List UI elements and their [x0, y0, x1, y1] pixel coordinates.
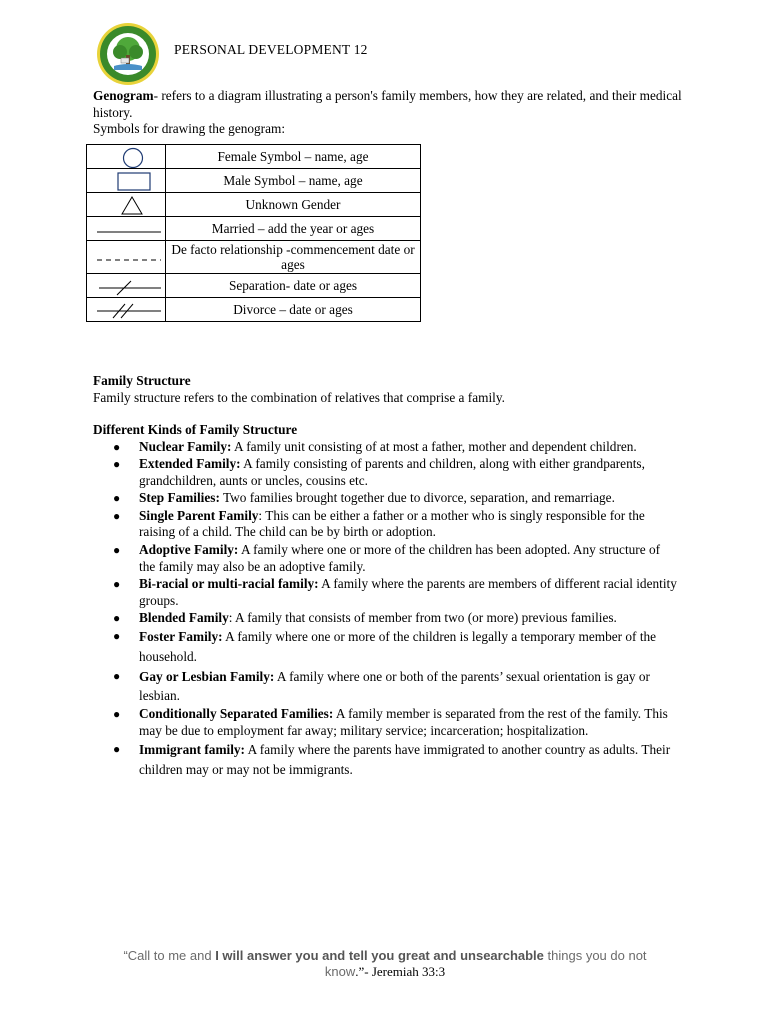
list-item — [93, 667, 678, 706]
table-row — [87, 217, 421, 241]
genogram-definition — [93, 88, 683, 121]
item-term: Adoptive Family: — [139, 541, 239, 557]
quote-reference: .”- Jeremiah 33:3 — [355, 964, 446, 979]
item-term: Blended Family — [139, 609, 229, 625]
list-item — [93, 542, 678, 576]
item-term: Extended Family: — [139, 456, 241, 472]
symbol-label: De facto relationship -commencement date or ages — [166, 241, 421, 274]
table-row — [87, 193, 421, 217]
bullet-icon: ● — [113, 491, 121, 506]
list-item — [93, 706, 678, 740]
kinds-heading: Different Kinds of Family Structure — [93, 422, 298, 437]
family-structure-heading: Family Structure — [93, 373, 191, 388]
divorce-line-icon — [91, 299, 161, 321]
item-text: : This can be either a father or a mother who is singly responsible for the raising of a child. The child can be by birth or adoption. — [139, 507, 645, 540]
quote-part-2: I will answer you and tell you great and unsearchable — [215, 948, 544, 963]
page-header-title: PERSONAL DEVELOPMENT 12 — [174, 42, 368, 57]
quote-part-3: things you do not know — [324, 948, 647, 979]
symbol-label: Divorce – date or ages — [166, 298, 421, 322]
footer-bible-quote — [100, 948, 670, 980]
list-item — [93, 508, 678, 542]
bullet-icon: ● — [113, 576, 121, 591]
list-item — [93, 456, 678, 490]
family-kinds-list — [93, 439, 678, 780]
quote-part-1: “Call to me and — [123, 948, 216, 963]
bullet-icon: ● — [113, 629, 121, 644]
symbol-label: Married – add the year or ages — [166, 217, 421, 241]
item-term: Foster Family: — [139, 629, 223, 645]
female-circle-icon — [91, 146, 161, 168]
symbol-label: Male Symbol – name, age — [166, 169, 421, 193]
table-row — [87, 145, 421, 169]
family-structure-definition: Family structure refers to the combination of relatives that comprise a family. — [93, 389, 505, 405]
bullet-icon: ● — [113, 668, 121, 683]
school-seal-logo — [96, 22, 160, 86]
bullet-icon: ● — [113, 457, 121, 472]
item-term: Immigrant family: — [139, 742, 245, 758]
item-text: A family where the parents are members of different racial identity groups. — [139, 575, 677, 608]
genogram-intro — [93, 88, 683, 138]
genogram-definition-text: - refers to a diagram illustrating a person's family members, how they are related, and their medical history. — [93, 88, 682, 120]
bullet-icon: ● — [113, 508, 121, 523]
item-term: Single Parent Family — [139, 507, 259, 523]
table-row — [87, 169, 421, 193]
item-term: Conditionally Separated Families: — [139, 706, 334, 722]
bullet-icon: ● — [113, 707, 121, 722]
bullet-icon: ● — [113, 542, 121, 557]
unknown-triangle-icon — [91, 194, 161, 216]
table-row — [87, 274, 421, 298]
bullet-icon: ● — [113, 742, 121, 757]
item-term: Gay or Lesbian Family: — [139, 668, 275, 684]
symbol-label: Unknown Gender — [166, 193, 421, 217]
item-text: Two families brought together due to divorce, separation, and remarriage. — [219, 490, 615, 506]
list-item — [93, 576, 678, 610]
item-term: Bi-racial or multi-racial family: — [139, 575, 319, 591]
symbols-heading: Symbols for drawing the genogram: — [93, 121, 286, 136]
de-facto-dashed-line-icon — [91, 246, 161, 268]
symbol-label: Separation- date or ages — [166, 274, 421, 298]
genogram-symbols-table — [86, 144, 421, 322]
married-line-icon — [91, 218, 161, 240]
male-square-icon — [91, 170, 161, 192]
item-text: A family unit consisting of at most a father, mother and dependent children. — [231, 439, 637, 454]
bullet-icon: ● — [113, 440, 121, 454]
item-term: Step Families: — [139, 490, 220, 506]
list-item — [93, 627, 678, 666]
genogram-term: Genogram — [93, 88, 154, 103]
item-term: Nuclear Family: — [139, 439, 232, 454]
list-item — [93, 490, 678, 507]
list-item — [93, 439, 678, 456]
item-text: A family consisting of parents and children, along with either grandparents, grandchildren, aunts or uncles, cousins etc. — [139, 456, 645, 489]
bullet-icon: ● — [113, 610, 121, 625]
symbol-label: Female Symbol – name, age — [166, 145, 421, 169]
item-text: A family where one or more of the children is legally a temporary member of the household. — [139, 629, 657, 664]
table-row — [87, 241, 421, 274]
item-text: A family where one or more of the children has been adopted. Any structure of the family may also be an adoptive family. — [139, 541, 661, 574]
family-structure-section — [93, 373, 683, 406]
list-item — [93, 610, 678, 627]
item-text: A family where one or both of the parents’ sexual orientation is gay or lesbian. — [139, 668, 650, 704]
separation-line-icon — [91, 275, 161, 297]
item-text: A family where the parents have immigrated to another country as adults. Their children may or may not be immigrants. — [139, 742, 671, 777]
table-row — [87, 298, 421, 322]
item-text: : A family that consists of member from two (or more) previous families. — [228, 609, 617, 625]
list-item — [93, 740, 678, 779]
item-text: A family member is separated from the rest of the family. This may be due to employment far away; military service; incarceration; hospitalization. — [139, 706, 668, 739]
